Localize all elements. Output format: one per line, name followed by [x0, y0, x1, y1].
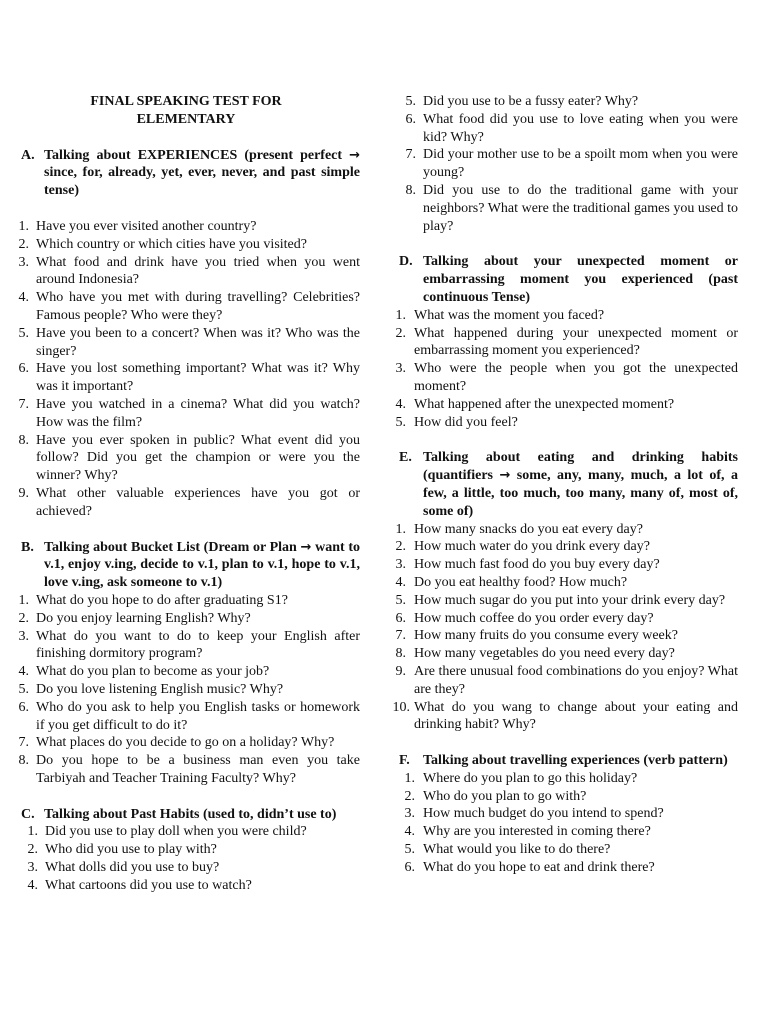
list-item: 8. Do you hope to be a business man even you take Tarbiyah and Teacher Training Faculty? Why? [18, 753, 360, 786]
list-item: 10. What do you wang to change about your eating and drinking habit? Why? [392, 699, 738, 733]
list-item: 1. Did you use to play doll when you were child? [27, 824, 307, 840]
list-item: 2. Do you enjoy learning English? Why? [18, 610, 251, 626]
section-heading-text: Talking about Bucket List (Dream or Plan [44, 539, 297, 555]
question-list [390, 770, 738, 877]
list-item: 4. What do you plan to become as your job? [18, 664, 270, 680]
section-heading-text: Talking about travelling experiences (verb pattern) [423, 753, 728, 769]
question-list [12, 592, 360, 788]
list-item: 6. Have you lost something important? What was it? Why was it important? [18, 361, 360, 395]
section-letter: B. [21, 539, 34, 555]
left-column [12, 93, 360, 895]
list-item: 4. Why are you interested in coming there? [404, 824, 651, 840]
question-list [390, 307, 738, 432]
section-c-continued [390, 93, 738, 235]
section-heading-text: want to v.1, enjoy v.ing, decide to v.1, plan to v.1, hope to v.1, love v.ing, ask someone to v.1) [44, 539, 361, 591]
list-item: 5. How did you feel? [395, 414, 518, 430]
list-item: 3. What food and drink have you tried when you went around Indonesia? [18, 254, 360, 288]
section-e [390, 449, 738, 734]
section-heading-text: some, any, many, much, a lot of, a few, a little, too much, too many, many of, most of, some of) [423, 468, 738, 519]
list-item: 2. Which country or which cities have you visited? [18, 236, 307, 252]
section-d-heading [390, 253, 738, 306]
section-heading-text: Talking about EXPERIENCES (present perfect [44, 147, 343, 163]
list-item: 5. What would you like to do there? [404, 842, 611, 858]
arrow-right-icon: → [300, 539, 312, 555]
question-list [390, 521, 738, 735]
section-a-heading [12, 147, 360, 200]
section-c [12, 806, 360, 895]
list-item: 2. Who do you plan to go with? [404, 788, 587, 804]
list-item: 8. How many vegetables do you need every day? [395, 646, 675, 662]
list-item: 9. What other valuable experiences have you got or achieved? [18, 485, 360, 519]
title-line-1: FINAL SPEAKING TEST FOR [90, 94, 282, 109]
section-b [12, 539, 360, 788]
list-item: 6. What food did you use to love eating when you were kid? Why? [405, 111, 738, 145]
list-item: 3. Who were the people when you got the unexpected moment? [395, 361, 738, 394]
question-list [12, 218, 360, 521]
list-item: 5. Have you been to a concert? When was it? Who was the singer? [18, 325, 360, 359]
arrow-right-icon: → [499, 468, 511, 484]
list-item: 1. What was the moment you faced? [395, 307, 605, 323]
list-item: 2. What happened during your unexpected moment or embarrassing moment you experienced? [395, 325, 738, 359]
list-item: 3. How much fast food do you buy every day? [395, 557, 660, 573]
section-c-heading [12, 806, 360, 824]
list-item: 6. Who do you ask to help you English tasks or homework if you get difficult to do it? [18, 699, 360, 733]
list-item: 1. Where do you plan to go this holiday? [404, 770, 638, 786]
section-letter: E. [399, 450, 412, 466]
list-item: 1. What do you hope to do after graduating S1? [18, 592, 288, 608]
list-item: 5. Did you use to be a fussy eater? Why? [405, 94, 639, 109]
list-item: 4. What happened after the unexpected moment? [395, 396, 675, 412]
section-heading-text: Talking about your unexpected moment or embarrassing moment you experienced (past continuous Tense) [423, 254, 738, 305]
list-item: 3. What do you want to do to keep your English after finishing dormitory program? [18, 628, 360, 662]
section-letter: A. [21, 147, 35, 163]
arrow-right-icon: → [349, 147, 361, 163]
list-item: 6. What do you hope to eat and drink there? [404, 859, 655, 875]
right-column [390, 93, 738, 877]
list-item: 7. Have you watched in a cinema? What did you watch? How was the film? [18, 396, 360, 430]
section-f-heading [390, 752, 738, 770]
list-item: 1. Have you ever visited another country? [18, 218, 257, 234]
list-item: 9. Are there unusual food combinations do you enjoy? What are they? [395, 663, 738, 697]
question-list [12, 823, 360, 894]
list-item: 4. Do you eat healthy food? How much? [395, 574, 628, 590]
document-title [12, 93, 360, 129]
list-item: 3. What dolls did you use to buy? [27, 860, 220, 876]
list-item: 7. Did your mother use to be a spoilt mom when you were young? [405, 147, 738, 181]
section-heading-text: since, for, already, yet, ever, never, and past simple tense) [44, 165, 360, 199]
section-letter: F. [399, 753, 410, 769]
title-line-2: ELEMENTARY [136, 111, 236, 127]
list-item: 7. How many fruits do you consume every week? [395, 628, 678, 644]
section-d [390, 253, 738, 431]
list-item: 8. Did you use to do the traditional game with your neighbors? What were the traditional games you used to play? [405, 182, 738, 234]
section-a [12, 147, 360, 521]
list-item: 2. How much water do you drink every day? [395, 539, 650, 555]
list-item: 3. How much budget do you intend to spend? [404, 806, 664, 822]
list-item: 6. How much coffee do you order every day? [395, 610, 654, 626]
section-letter: C. [21, 806, 35, 822]
section-letter: D. [399, 254, 413, 270]
section-f [390, 752, 738, 877]
list-item: 5. How much sugar do you put into your drink every day? [395, 592, 726, 608]
list-item: 4. Who have you met with during travelling? Celebrities? Famous people? Who were they? [18, 290, 360, 323]
list-item: 7. What places do you decide to go on a holiday? Why? [18, 735, 335, 751]
list-item: 5. Do you love listening English music? Why? [18, 681, 284, 697]
question-list [390, 93, 738, 235]
list-item: 2. Who did you use to play with? [27, 842, 217, 858]
list-item: 4. What cartoons did you use to watch? [27, 877, 252, 893]
list-item: 1. How many snacks do you eat every day? [395, 521, 643, 537]
list-item: 8. Have you ever spoken in public? What event did you follow? Did you get the champion or were you the winner? Why? [18, 432, 360, 484]
section-e-heading [390, 449, 738, 520]
section-heading-text: Talking about eating and drinking habits (quantifiers [423, 450, 738, 484]
section-heading-text: Talking about Past Habits (used to, didn’t use to) [44, 806, 337, 822]
section-b-heading [12, 539, 360, 592]
